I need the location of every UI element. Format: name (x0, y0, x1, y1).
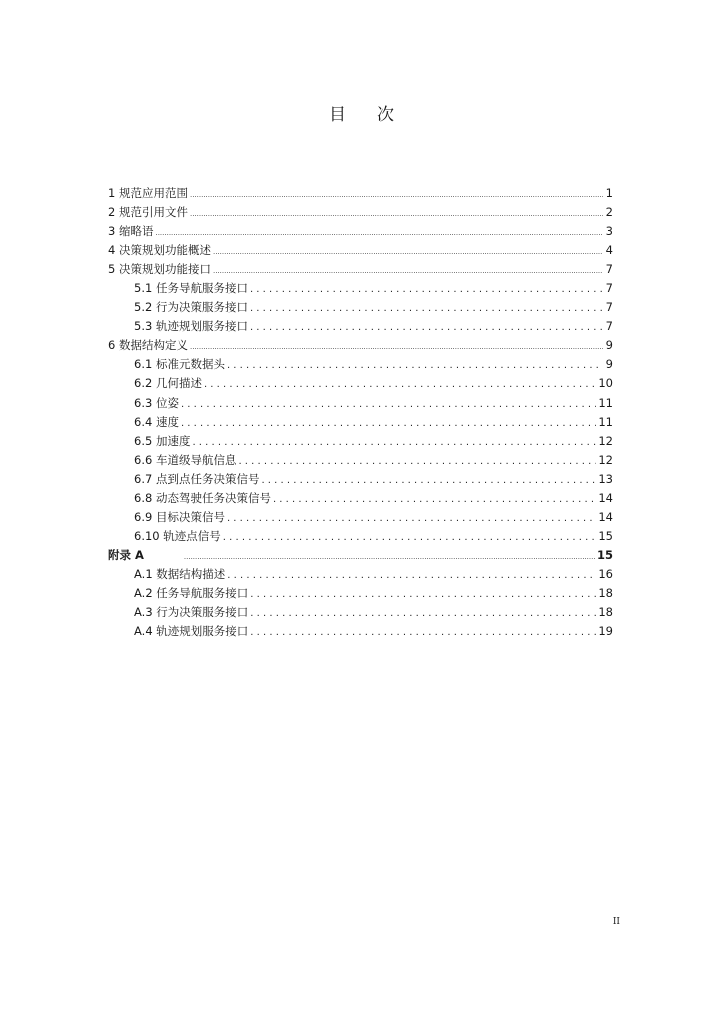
toc-entry-page-number: 7 (605, 281, 613, 296)
toc-entry-label: 5.1 任务导航服务接口 (134, 281, 248, 296)
toc-entry-page-number: 11 (598, 395, 613, 410)
toc-dot-leader (227, 565, 596, 585)
toc-entry[interactable] (108, 432, 613, 451)
toc-entry-label: 5 决策规划功能接口 (108, 262, 211, 277)
toc-dot-leader (192, 432, 596, 452)
toc-entry-page-number: 7 (605, 319, 613, 334)
toc-entry[interactable] (108, 451, 613, 470)
toc-entry[interactable] (108, 241, 613, 260)
toc-dot-leader (227, 508, 596, 528)
toc-entry-label: 6.4 速度 (134, 414, 179, 429)
toc-entry[interactable] (108, 317, 613, 336)
toc-entry[interactable] (108, 489, 613, 508)
toc-entry-page-number: 2 (605, 205, 613, 220)
toc-dot-leader (250, 317, 603, 337)
toc-dot-leader (213, 260, 603, 281)
toc-dot-leader (250, 603, 596, 623)
toc-heading-char-2: 次 (377, 105, 395, 125)
toc-dot-leader (273, 489, 596, 509)
toc-entry-page-number: 16 (598, 566, 613, 581)
toc-dot-leader (190, 184, 603, 205)
toc-entry-page-number: 3 (605, 224, 613, 239)
toc-entry-label: 5.2 行为决策服务接口 (134, 300, 248, 315)
toc-entry[interactable] (108, 222, 613, 241)
toc-entry[interactable] (108, 279, 613, 298)
toc-entry-label: A.2 任务导航服务接口 (134, 585, 249, 600)
toc-entry-page-number: 15 (596, 547, 613, 562)
toc-entry[interactable] (108, 622, 613, 641)
table-of-contents (108, 184, 613, 641)
toc-entry-label: 6 数据结构定义 (108, 338, 188, 353)
toc-dot-leader (184, 546, 595, 567)
toc-entry-label: 6.8 动态驾驶任务决策信号 (134, 490, 271, 505)
toc-entry-label: 6.10 轨迹点信号 (134, 528, 221, 543)
toc-entry-page-number: 18 (598, 605, 613, 620)
toc-entry[interactable] (108, 203, 613, 222)
toc-dot-leader (250, 279, 603, 299)
toc-entry-label: 4 决策规划功能概述 (108, 243, 211, 258)
toc-dot-leader (261, 470, 596, 490)
toc-dot-leader (190, 336, 603, 357)
toc-entry-label: 1 规范应用范围 (108, 186, 188, 200)
toc-entry-label: A.3 行为决策服务接口 (134, 605, 249, 620)
toc-dot-leader (204, 374, 596, 394)
toc-entry-page-number: 11 (598, 414, 613, 429)
toc-dot-leader (155, 222, 603, 243)
toc-entry-page-number: 12 (598, 452, 613, 467)
toc-dot-leader (227, 355, 603, 375)
toc-dot-leader (190, 203, 603, 224)
toc-entry-label: 6.3 位姿 (134, 395, 179, 410)
toc-dot-leader (250, 584, 596, 604)
toc-entry-label: 2 规范引用文件 (108, 205, 188, 220)
toc-entry-label: 5.3 轨迹规划服务接口 (134, 319, 248, 334)
toc-dot-leader (250, 298, 603, 318)
toc-entry[interactable] (108, 527, 613, 546)
toc-entry-label: 6.2 几何描述 (134, 376, 202, 391)
toc-entry[interactable] (108, 413, 613, 432)
toc-heading (0, 100, 724, 125)
toc-entry-page-number: 18 (598, 585, 613, 600)
toc-entry-page-number: 15 (598, 528, 613, 543)
toc-entry[interactable] (108, 603, 613, 622)
toc-entry-page-number: 10 (598, 376, 613, 391)
toc-entry[interactable] (108, 260, 613, 279)
toc-entry-page-number: 7 (605, 262, 613, 277)
toc-dot-leader (181, 394, 596, 414)
toc-entry[interactable] (108, 374, 613, 393)
toc-entry-page-number: 14 (598, 509, 613, 524)
toc-entry-label: 6.7 点到点任务决策信号 (134, 471, 260, 486)
toc-entry[interactable] (108, 565, 613, 584)
toc-entry-page-number: 12 (598, 433, 613, 448)
toc-entry-page-number: 13 (598, 471, 613, 486)
toc-entry-page-number: 14 (598, 490, 613, 505)
page-number: II (612, 917, 620, 927)
toc-entry-label: 6.9 目标决策信号 (134, 509, 225, 524)
toc-dot-leader (238, 451, 596, 471)
toc-entry[interactable] (108, 584, 613, 603)
toc-dot-leader (181, 413, 596, 433)
toc-entry-page-number: 19 (598, 624, 613, 639)
toc-entry-page-number: 9 (605, 357, 613, 372)
toc-dot-leader (250, 622, 596, 642)
toc-entry[interactable] (108, 298, 613, 317)
toc-entry[interactable] (108, 546, 613, 565)
toc-entry[interactable] (108, 394, 613, 413)
toc-entry-label: 6.6 车道级导航信息 (134, 452, 237, 467)
toc-entry-label: A.1 数据结构描述 (134, 566, 226, 581)
toc-entry[interactable] (108, 508, 613, 527)
toc-entry[interactable] (108, 336, 613, 355)
toc-heading-char-1: 目 (329, 105, 347, 125)
toc-entry-page-number: 7 (605, 300, 613, 315)
toc-dot-leader (223, 527, 597, 547)
toc-entry-label: 附录 A (108, 547, 144, 562)
toc-entry-label: A.4 轨迹规划服务接口 (134, 624, 249, 639)
toc-entry-page-number: 9 (605, 338, 613, 353)
toc-entry-page-number: 1 (605, 186, 613, 200)
toc-entry-page-number: 4 (605, 243, 613, 258)
toc-dot-leader (213, 241, 603, 262)
toc-entry-label: 6.5 加速度 (134, 433, 191, 448)
toc-entry-label: 3 缩略语 (108, 224, 154, 239)
toc-entry[interactable] (108, 355, 613, 374)
toc-entry-label: 6.1 标准元数据头 (134, 357, 225, 372)
toc-entry[interactable] (108, 470, 613, 489)
toc-entry[interactable] (108, 184, 613, 203)
